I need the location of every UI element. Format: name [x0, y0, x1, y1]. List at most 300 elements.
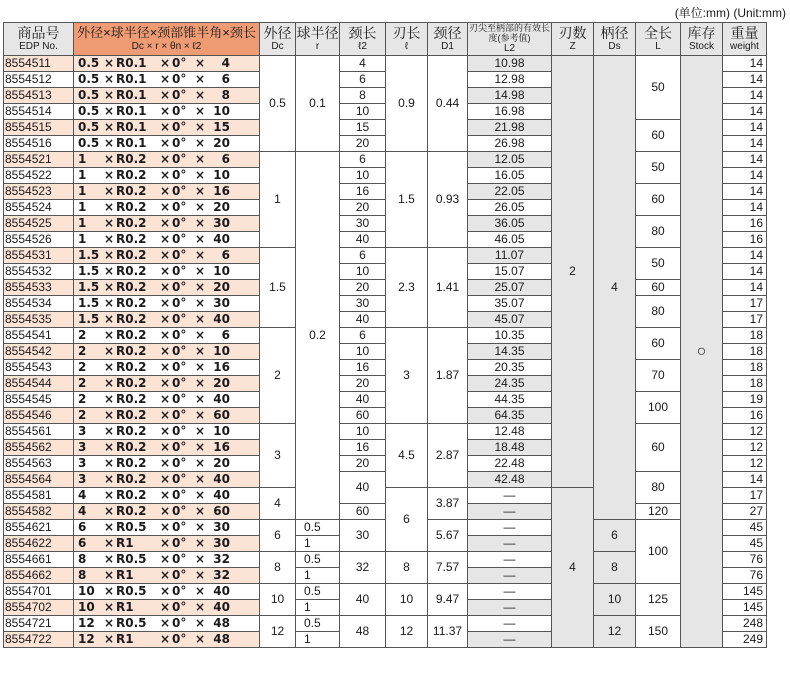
spec-part: R0.2: [116, 232, 147, 246]
times-sign: ×: [103, 72, 115, 86]
times-sign: ×: [103, 136, 115, 150]
times-sign: ×: [159, 232, 171, 246]
header-z: 刃数 Z: [552, 23, 594, 56]
spec-part: 40: [213, 232, 230, 246]
spec-part: 10: [213, 168, 230, 182]
ds-cell: 12: [594, 616, 636, 648]
l2-cell: 20: [340, 456, 386, 472]
l2-cell: 16: [340, 184, 386, 200]
spec-part: 30: [213, 520, 230, 534]
spec-part: R0.1: [116, 88, 147, 102]
spec-part: 16: [213, 440, 230, 454]
times-sign: ×: [194, 232, 206, 246]
edp-cell: 8554661: [4, 552, 74, 568]
weight-cell: 145: [723, 584, 767, 600]
header-spec: 外径×球半径×颈部锥半角×颈长 Dc × r × θn × ℓ2: [74, 23, 260, 56]
effective-length-cell: 64.35: [468, 408, 552, 424]
spec-cell: [74, 568, 260, 584]
times-sign: ×: [159, 552, 171, 566]
l2-cell: 30: [340, 520, 386, 552]
spec-part: 0°: [172, 520, 187, 534]
spec-cell: [74, 488, 260, 504]
l2-cell: 6: [340, 152, 386, 168]
L-cell: 125: [636, 584, 681, 616]
spec-cell: [74, 200, 260, 216]
L-cell: 70: [636, 360, 681, 392]
table-body: [4, 56, 767, 648]
ds-cell: 8: [594, 552, 636, 584]
effective-length-cell: 18.48: [468, 440, 552, 456]
edp-cell: 8554534: [4, 296, 74, 312]
l2-cell: 10: [340, 104, 386, 120]
spec-part: 4: [78, 488, 87, 502]
spec-cell: [74, 312, 260, 328]
times-sign: ×: [194, 392, 206, 406]
weight-cell: 14: [723, 72, 767, 88]
times-sign: ×: [159, 536, 171, 550]
header-l: 刃长 ℓ: [386, 23, 428, 56]
weight-cell: 45: [723, 520, 767, 536]
l-cell: 12: [386, 616, 428, 648]
spec-part: 1: [78, 184, 87, 198]
spec-part: 40: [213, 392, 230, 406]
header-edp: 商品号 EDP No.: [4, 23, 74, 56]
times-sign: ×: [159, 216, 171, 230]
dc-cell: 1.5: [260, 248, 296, 328]
times-sign: ×: [103, 376, 115, 390]
spec-cell: [74, 232, 260, 248]
spec-part: 8: [221, 88, 230, 102]
weight-cell: 18: [723, 376, 767, 392]
dc-cell: 2: [260, 328, 296, 424]
spec-part: 1: [78, 200, 87, 214]
d1-cell: 9.47: [428, 584, 468, 616]
times-sign: ×: [159, 248, 171, 262]
table-row: [4, 616, 767, 632]
times-sign: ×: [159, 328, 171, 342]
effective-length-cell: 10.35: [468, 328, 552, 344]
spec-part: 0°: [172, 568, 187, 582]
spec-part: 6: [221, 72, 230, 86]
l2-cell: 30: [340, 216, 386, 232]
weight-cell: 12: [723, 440, 767, 456]
weight-cell: 14: [723, 264, 767, 280]
spec-part: R0.2: [116, 472, 147, 486]
l2-cell: 20: [340, 136, 386, 152]
edp-cell: 8554513: [4, 88, 74, 104]
effective-length-cell: 20.35: [468, 360, 552, 376]
spec-part: R0.5: [116, 552, 147, 566]
spec-part: 0°: [172, 184, 187, 198]
times-sign: ×: [103, 120, 115, 134]
weight-cell: 18: [723, 328, 767, 344]
times-sign: ×: [194, 376, 206, 390]
spec-part: 1.5: [78, 248, 100, 262]
spec-part: 0°: [172, 424, 187, 438]
header-stock: 库存 Stock: [681, 23, 723, 56]
table-row: [4, 296, 767, 312]
spec-part: 6: [78, 536, 87, 550]
times-sign: ×: [103, 584, 115, 598]
effective-length-cell: 42.48: [468, 472, 552, 488]
times-sign: ×: [159, 584, 171, 598]
weight-cell: 145: [723, 600, 767, 616]
l2-cell: 16: [340, 440, 386, 456]
spec-part: 10: [213, 264, 230, 278]
spec-part: 0°: [172, 344, 187, 358]
spec-part: 0°: [172, 200, 187, 214]
times-sign: ×: [103, 56, 115, 70]
unit-note: (单位:mm) (Unit:mm): [674, 6, 786, 20]
spec-part: 40: [213, 472, 230, 486]
r-cell: 1: [296, 632, 340, 648]
dc-cell: 10: [260, 584, 296, 616]
times-sign: ×: [194, 520, 206, 534]
spec-cell: [74, 440, 260, 456]
spec-part: R0.2: [116, 184, 147, 198]
r-cell: 1: [296, 568, 340, 584]
l2-cell: 4: [340, 56, 386, 72]
l2-cell: 40: [340, 584, 386, 616]
effective-length-cell: 22.48: [468, 456, 552, 472]
times-sign: ×: [159, 136, 171, 150]
weight-cell: 17: [723, 312, 767, 328]
spec-part: 10: [213, 424, 230, 438]
l2-cell: 20: [340, 200, 386, 216]
l2-cell: 40: [340, 312, 386, 328]
times-sign: ×: [103, 280, 115, 294]
edp-cell: 8554701: [4, 584, 74, 600]
effective-length-cell: 21.98: [468, 120, 552, 136]
l2-cell: 6: [340, 72, 386, 88]
times-sign: ×: [194, 120, 206, 134]
times-sign: ×: [194, 408, 206, 422]
spec-part: 2: [78, 344, 87, 358]
times-sign: ×: [194, 344, 206, 358]
weight-cell: 16: [723, 232, 767, 248]
times-sign: ×: [194, 312, 206, 326]
times-sign: ×: [159, 184, 171, 198]
times-sign: ×: [194, 472, 206, 486]
spec-part: 0°: [172, 168, 187, 182]
effective-length-cell: 45.07: [468, 312, 552, 328]
effective-length-cell: —: [468, 552, 552, 568]
spec-cell: [74, 392, 260, 408]
spec-part: 48: [213, 632, 230, 646]
spec-part: 0°: [172, 584, 187, 598]
spec-part: R1: [116, 536, 134, 550]
spec-part: R1: [116, 568, 134, 582]
effective-length-cell: 12.48: [468, 424, 552, 440]
spec-cell: [74, 376, 260, 392]
spec-part: 4: [78, 504, 87, 518]
times-sign: ×: [103, 216, 115, 230]
weight-cell: 19: [723, 392, 767, 408]
edp-cell: 8554545: [4, 392, 74, 408]
times-sign: ×: [194, 552, 206, 566]
spec-part: 12: [78, 632, 95, 646]
spec-part: 48: [213, 616, 230, 630]
header-weight: 重量 weight: [723, 23, 767, 56]
L-cell: 100: [636, 392, 681, 424]
z-cell: 2: [552, 56, 594, 488]
l2-cell: 40: [340, 472, 386, 504]
spec-part: 0°: [172, 440, 187, 454]
times-sign: ×: [159, 120, 171, 134]
header-l2: 颈长 ℓ2: [340, 23, 386, 56]
spec-part: R0.2: [116, 408, 147, 422]
spec-part: 2: [78, 408, 87, 422]
spec-part: 1.5: [78, 280, 100, 294]
weight-cell: 14: [723, 104, 767, 120]
edp-cell: 8554562: [4, 440, 74, 456]
times-sign: ×: [194, 296, 206, 310]
dc-cell: 0.5: [260, 56, 296, 152]
times-sign: ×: [103, 568, 115, 582]
spec-part: 30: [213, 216, 230, 230]
times-sign: ×: [159, 632, 171, 646]
times-sign: ×: [194, 264, 206, 278]
spec-part: R0.2: [116, 264, 147, 278]
times-sign: ×: [103, 312, 115, 326]
spec-part: 0°: [172, 408, 187, 422]
spec-part: R0.1: [116, 56, 147, 70]
times-sign: ×: [194, 600, 206, 614]
effective-length-cell: —: [468, 616, 552, 632]
times-sign: ×: [103, 360, 115, 374]
spec-part: 0°: [172, 248, 187, 262]
edp-cell: 8554702: [4, 600, 74, 616]
times-sign: ×: [159, 568, 171, 582]
spec-part: 0.5: [78, 136, 100, 150]
header-row: [4, 23, 767, 56]
spec-part: 8: [78, 552, 87, 566]
table-row: [4, 424, 767, 440]
header-L: 全长 L: [636, 23, 681, 56]
times-sign: ×: [194, 200, 206, 214]
times-sign: ×: [194, 456, 206, 470]
edp-cell: 8554515: [4, 120, 74, 136]
header-d1: 颈径 D1: [428, 23, 468, 56]
weight-cell: 27: [723, 504, 767, 520]
spec-part: R0.2: [116, 392, 147, 406]
effective-length-cell: 46.05: [468, 232, 552, 248]
spec-cell: [74, 264, 260, 280]
spec-cell: [74, 360, 260, 376]
edp-cell: 8554561: [4, 424, 74, 440]
edp-cell: 8554582: [4, 504, 74, 520]
spec-part: R0.2: [116, 312, 147, 326]
spec-cell: [74, 536, 260, 552]
edp-cell: 8554511: [4, 56, 74, 72]
spec-part: 10: [78, 584, 95, 598]
times-sign: ×: [194, 280, 206, 294]
weight-cell: 45: [723, 536, 767, 552]
L-cell: 80: [636, 472, 681, 504]
spec-part: 0°: [172, 328, 187, 342]
spec-part: 1.5: [78, 312, 100, 326]
spec-cell: [74, 248, 260, 264]
times-sign: ×: [103, 392, 115, 406]
d1-cell: 1.41: [428, 248, 468, 328]
times-sign: ×: [103, 424, 115, 438]
spec-part: 3: [78, 424, 87, 438]
spec-part: 60: [213, 408, 230, 422]
l2-cell: 40: [340, 392, 386, 408]
times-sign: ×: [103, 328, 115, 342]
spec-part: 0.5: [78, 56, 100, 70]
spec-cell: [74, 56, 260, 72]
table-row: [4, 392, 767, 408]
dc-cell: 12: [260, 616, 296, 648]
ds-cell: 10: [594, 584, 636, 616]
weight-cell: 14: [723, 280, 767, 296]
edp-cell: 8554535: [4, 312, 74, 328]
l2-cell: 10: [340, 264, 386, 280]
spec-cell: [74, 552, 260, 568]
weight-cell: 248: [723, 616, 767, 632]
effective-length-cell: 44.35: [468, 392, 552, 408]
effective-length-cell: —: [468, 504, 552, 520]
edp-cell: 8554533: [4, 280, 74, 296]
d1-cell: 2.87: [428, 424, 468, 488]
dc-cell: 8: [260, 552, 296, 584]
table-row: [4, 360, 767, 376]
spec-part: R1: [116, 632, 134, 646]
spec-part: 40: [213, 600, 230, 614]
table-row: [4, 152, 767, 168]
times-sign: ×: [194, 488, 206, 502]
spec-part: R0.5: [116, 616, 147, 630]
weight-cell: 16: [723, 216, 767, 232]
edp-cell: 8554524: [4, 200, 74, 216]
spec-part: 0°: [172, 216, 187, 230]
edp-cell: 8554546: [4, 408, 74, 424]
times-sign: ×: [103, 296, 115, 310]
header-r: 球半径 r: [296, 23, 340, 56]
header-ds: 柄径 Ds: [594, 23, 636, 56]
l-cell: 6: [386, 488, 428, 552]
product-spec-table: [3, 22, 767, 648]
stock-cell: ○: [681, 56, 723, 648]
times-sign: ×: [194, 152, 206, 166]
edp-cell: 8554543: [4, 360, 74, 376]
times-sign: ×: [159, 616, 171, 630]
times-sign: ×: [103, 616, 115, 630]
dc-cell: 1: [260, 152, 296, 248]
l-cell: 4.5: [386, 424, 428, 488]
spec-part: 0°: [172, 232, 187, 246]
r-cell: 0.5: [296, 616, 340, 632]
times-sign: ×: [103, 232, 115, 246]
spec-part: 0°: [172, 456, 187, 470]
spec-cell: [74, 136, 260, 152]
spec-part: 0°: [172, 56, 187, 70]
d1-cell: 3.87: [428, 488, 468, 520]
times-sign: ×: [194, 536, 206, 550]
times-sign: ×: [194, 104, 206, 118]
spec-cell: [74, 616, 260, 632]
L-cell: 60: [636, 280, 681, 296]
times-sign: ×: [194, 248, 206, 262]
times-sign: ×: [159, 312, 171, 326]
spec-part: R0.2: [116, 440, 147, 454]
dc-cell: 3: [260, 424, 296, 488]
z-cell: 4: [552, 488, 594, 648]
table-row: [4, 120, 767, 136]
times-sign: ×: [103, 168, 115, 182]
spec-part: R0.1: [116, 104, 147, 118]
spec-part: 0°: [172, 552, 187, 566]
spec-part: 0°: [172, 632, 187, 646]
spec-part: 0°: [172, 264, 187, 278]
effective-length-cell: —: [468, 632, 552, 648]
edp-cell: 8554544: [4, 376, 74, 392]
spec-part: R0.2: [116, 216, 147, 230]
times-sign: ×: [194, 168, 206, 182]
spec-part: 32: [213, 552, 230, 566]
spec-cell: [74, 584, 260, 600]
spec-part: 0°: [172, 120, 187, 134]
effective-length-cell: 16.98: [468, 104, 552, 120]
spec-part: 0°: [172, 72, 187, 86]
times-sign: ×: [159, 296, 171, 310]
spec-part: 12: [78, 616, 95, 630]
l-cell: 10: [386, 584, 428, 616]
spec-part: R0.1: [116, 120, 147, 134]
effective-length-cell: —: [468, 600, 552, 616]
times-sign: ×: [103, 344, 115, 358]
l-cell: 3: [386, 328, 428, 424]
spec-part: 0°: [172, 488, 187, 502]
times-sign: ×: [194, 88, 206, 102]
spec-part: 1: [78, 152, 87, 166]
spec-part: R0.5: [116, 584, 147, 598]
times-sign: ×: [194, 360, 206, 374]
spec-part: 60: [213, 504, 230, 518]
table-row: [4, 472, 767, 488]
times-sign: ×: [103, 456, 115, 470]
l2-cell: 15: [340, 120, 386, 136]
times-sign: ×: [159, 264, 171, 278]
l2-cell: 10: [340, 168, 386, 184]
l2-cell: 20: [340, 280, 386, 296]
times-sign: ×: [159, 88, 171, 102]
times-sign: ×: [194, 328, 206, 342]
times-sign: ×: [103, 104, 115, 118]
edp-cell: 8554531: [4, 248, 74, 264]
spec-part: 6: [221, 152, 230, 166]
spec-cell: [74, 344, 260, 360]
times-sign: ×: [159, 72, 171, 86]
edp-cell: 8554721: [4, 616, 74, 632]
spec-part: R0.2: [116, 488, 147, 502]
weight-cell: 17: [723, 488, 767, 504]
l2-cell: 20: [340, 376, 386, 392]
spec-part: R0.2: [116, 344, 147, 358]
times-sign: ×: [159, 392, 171, 406]
spec-part: 10: [78, 600, 95, 614]
weight-cell: 14: [723, 184, 767, 200]
table-row: [4, 280, 767, 296]
weight-cell: 14: [723, 472, 767, 488]
spec-cell: [74, 600, 260, 616]
spec-part: 1: [78, 232, 87, 246]
times-sign: ×: [103, 408, 115, 422]
times-sign: ×: [103, 632, 115, 646]
d1-cell: 1.87: [428, 328, 468, 424]
times-sign: ×: [159, 424, 171, 438]
